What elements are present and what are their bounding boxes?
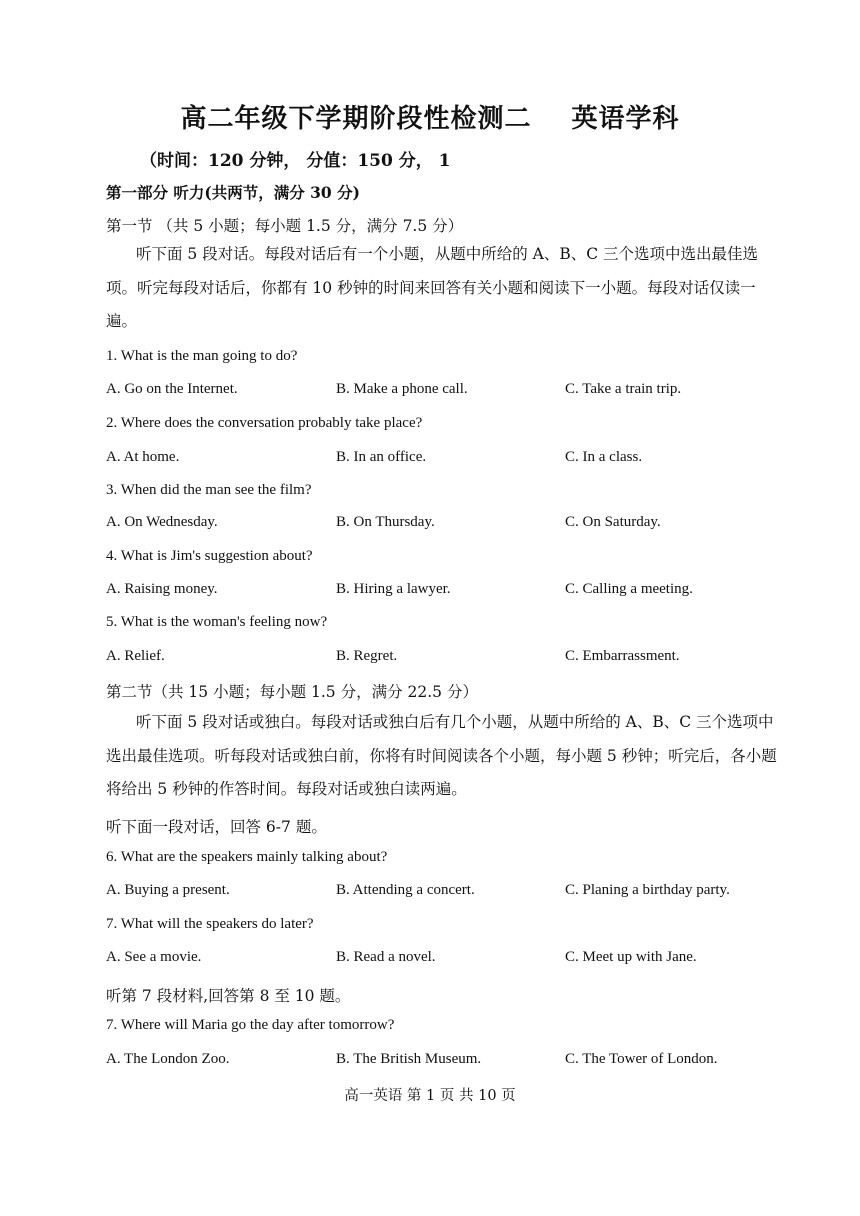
q7-option-c: C. Meet up with Jane. bbox=[565, 949, 697, 965]
question-1: 1. What is the man going to do? bbox=[106, 348, 298, 364]
section2-instructions: 听下面 5 段对话或独白。每段对话或独白后有几个小题，从题中所给的 A、B、C 三个选项中选出最佳选项。听每段对话或独白前，你将有时间阅读各个小题，每小题 5 秒钟；听完后，各小题将给出 5 秒钟的作答时间。每段对话或独白读两遍。 bbox=[106, 713, 777, 798]
page-title bbox=[0, 98, 860, 135]
q6-option-b: B. Attending a concert. bbox=[336, 882, 475, 898]
q7-option-a: A. See a movie. bbox=[106, 949, 202, 965]
q2-option-a: A. At home. bbox=[106, 449, 180, 465]
q6-option-a: A. Buying a present. bbox=[106, 882, 230, 898]
question-5: 5. What is the woman's feeling now? bbox=[106, 614, 328, 630]
section2-note-1: 听下面一段对话，回答 6-7 题。 bbox=[106, 818, 327, 836]
q3-option-a: A. On Wednesday. bbox=[106, 514, 218, 530]
exam-info: （时间：120 分钟， 分值：150 分， 1 bbox=[140, 151, 451, 171]
title-subject: 英语学科 bbox=[571, 104, 680, 134]
question-2: 2. Where does the conversation probably take place? bbox=[106, 415, 423, 431]
q5-option-b: B. Regret. bbox=[336, 648, 398, 664]
question-3: 3. When did the man see the film? bbox=[106, 482, 312, 498]
question-4: 4. What is Jim's suggestion about? bbox=[106, 548, 313, 564]
question-8: 7. Where will Maria go the day after tomorrow? bbox=[106, 1017, 395, 1033]
q8-option-a: A. The London Zoo. bbox=[106, 1051, 230, 1067]
section2-note-2: 听第 7 段材料,回答第 8 至 10 题。 bbox=[106, 987, 351, 1005]
q4-option-a: A. Raising money. bbox=[106, 581, 218, 597]
q8-option-b: B. The British Museum. bbox=[336, 1051, 482, 1067]
q2-option-b: B. In an office. bbox=[336, 449, 427, 465]
section1-instructions: 听下面 5 段对话。每段对话后有一个小题，从题中所给的 A、B、C 三个选项中选出最佳选项。听完每段对话后，你都有 10 秒钟的时间来回答有关小题和阅读下一小题。每段对话仅读一遍。 bbox=[106, 245, 759, 330]
q2-option-c: C. In a class. bbox=[565, 449, 643, 465]
q1-option-b: B. Make a phone call. bbox=[336, 381, 468, 397]
q1-option-a: A. Go on the Internet. bbox=[106, 381, 238, 397]
section2-heading: 第二节（共 15 小题；每小题 1.5 分，满分 22.5 分） bbox=[106, 683, 478, 701]
title-main: 高二年级下学期阶段性检测二 bbox=[180, 104, 532, 134]
q1-option-c: C. Take a train trip. bbox=[565, 381, 682, 397]
q3-option-c: C. On Saturday. bbox=[565, 514, 661, 530]
section1-heading: 第一节 （共 5 小题；每小题 1.5 分，满分 7.5 分） bbox=[106, 217, 464, 235]
question-6: 6. What are the speakers mainly talking about? bbox=[106, 849, 388, 865]
q8-option-c: C. The Tower of London. bbox=[565, 1051, 718, 1067]
part1-heading: 第一部分 听力(共两节，满分 30 分) bbox=[106, 183, 360, 202]
q5-option-a: A. Relief. bbox=[106, 648, 165, 664]
q4-option-c: C. Calling a meeting. bbox=[565, 581, 693, 597]
q5-option-c: C. Embarrassment. bbox=[565, 648, 680, 664]
page-footer: 高一英语 第 1 页 共 10 页 bbox=[344, 1088, 516, 1104]
q7-option-b: B. Read a novel. bbox=[336, 949, 436, 965]
question-7: 7. What will the speakers do later? bbox=[106, 916, 314, 932]
q4-option-b: B. Hiring a lawyer. bbox=[336, 581, 451, 597]
q3-option-b: B. On Thursday. bbox=[336, 514, 435, 530]
q6-option-c: C. Planing a birthday party. bbox=[565, 882, 730, 898]
